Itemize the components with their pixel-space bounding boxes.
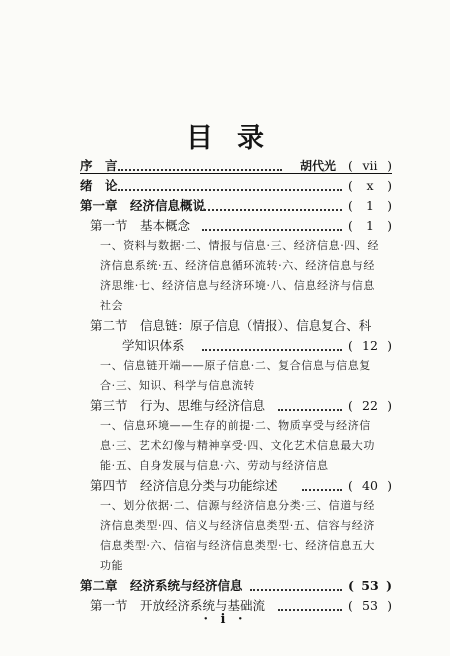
toc-author: 胡代光 (299, 159, 336, 173)
toc-page-number: 12 (362, 338, 378, 353)
toc-entry-section-1-1: 第一节 基本概念 ( 1 ) (80, 216, 392, 236)
toc-label: 第一节 开放经济系统与基础流 (90, 598, 266, 613)
toc-entry-intro: 绪 论 ( x ) (80, 176, 392, 196)
toc-page-number: 1 (366, 218, 374, 233)
dot-leader (118, 156, 282, 176)
toc-entry-section-1-2 (80, 316, 392, 336)
page-folio: · i · (203, 612, 247, 627)
toc-entry-chapter-1: 第一章 经济信息概说 ( 1 ) (80, 196, 392, 216)
toc-subtopics: 一、信息环境——生存的前提·二、物质享受与经济信息·三、艺术幻像与精神享受·四、文化艺术信息最大功能·五、自身发展与信息·六、劳动与经济信息 (100, 419, 375, 472)
toc-page-number: 40 (362, 478, 378, 493)
toc-label: 第三节 行为、思维与经济信息 (90, 398, 266, 413)
toc-label-continued: 学知识体系 (122, 338, 185, 353)
toc-entry-chapter-2: 第二章 经济系统与经济信息 ( 53 ) (80, 576, 392, 596)
toc-label: 第一节 基本概念 (90, 218, 191, 233)
dot-leader (118, 176, 342, 196)
dot-leader (200, 196, 342, 216)
toc-entry-section-1-4: 第四节 经济信息分类与功能综述 ( 40 ) (80, 476, 392, 496)
toc-label: 序 言 (80, 158, 118, 173)
dot-leader (202, 336, 342, 356)
toc-label: 第四节 经济信息分类与功能综述 (90, 478, 278, 493)
toc-page-number: 22 (362, 398, 378, 413)
toc-page-number: 53 (361, 578, 379, 593)
toc-entry-section-1-3: 第三节 行为、思维与经济信息 ( 22 ) (80, 396, 392, 416)
dot-leader (202, 216, 342, 236)
toc-entry-preface: 序 言 胡代光 ( vii ) (80, 156, 392, 176)
toc-page-number: vii (362, 158, 378, 173)
toc-label: 第二节 信息链：原子信息（情报）、信息复合、科 (90, 318, 372, 333)
toc-subtopics: 一、资料与数据·二、情报与信息·三、经济信息·四、经济信息系统·五、经济信息循环流转·六、经济信息与经济思维·七、经济信息与经济环境·八、信息经济与信息社会 (100, 239, 380, 312)
table-of-contents (80, 156, 392, 616)
dot-leader (250, 576, 342, 596)
toc-page-number: x (366, 178, 374, 193)
toc-label: 第二章 经济系统与经济信息 (80, 578, 243, 593)
dot-leader (278, 396, 342, 416)
toc-label: 绪 论 (80, 178, 118, 193)
toc-page-number: 1 (366, 198, 374, 213)
page-title: 目录 (186, 123, 288, 154)
dot-leader (302, 476, 342, 496)
toc-page-number: 53 (362, 598, 378, 613)
toc-entry-section-1-2-cont: 学知识体系 ( 12 ) (80, 336, 392, 356)
toc-subtopics: 一、划分依据·二、信源与经济信息分类·三、信道与经济信息类型·四、信义与经济信息类型·五、信容与经济信息类型·六、信宿与经济信息类型·七、经济信息五大功能 (100, 499, 375, 572)
toc-entry-section-2-1: 第一节 开放经济系统与基础流 ( 53 ) (80, 596, 392, 616)
toc-label: 第一章 经济信息概说 (80, 198, 206, 213)
toc-subtopics: 一、信息链开端——原子信息·二、复合信息与信息复合·三、知识、科学与信息流转 (100, 359, 371, 392)
